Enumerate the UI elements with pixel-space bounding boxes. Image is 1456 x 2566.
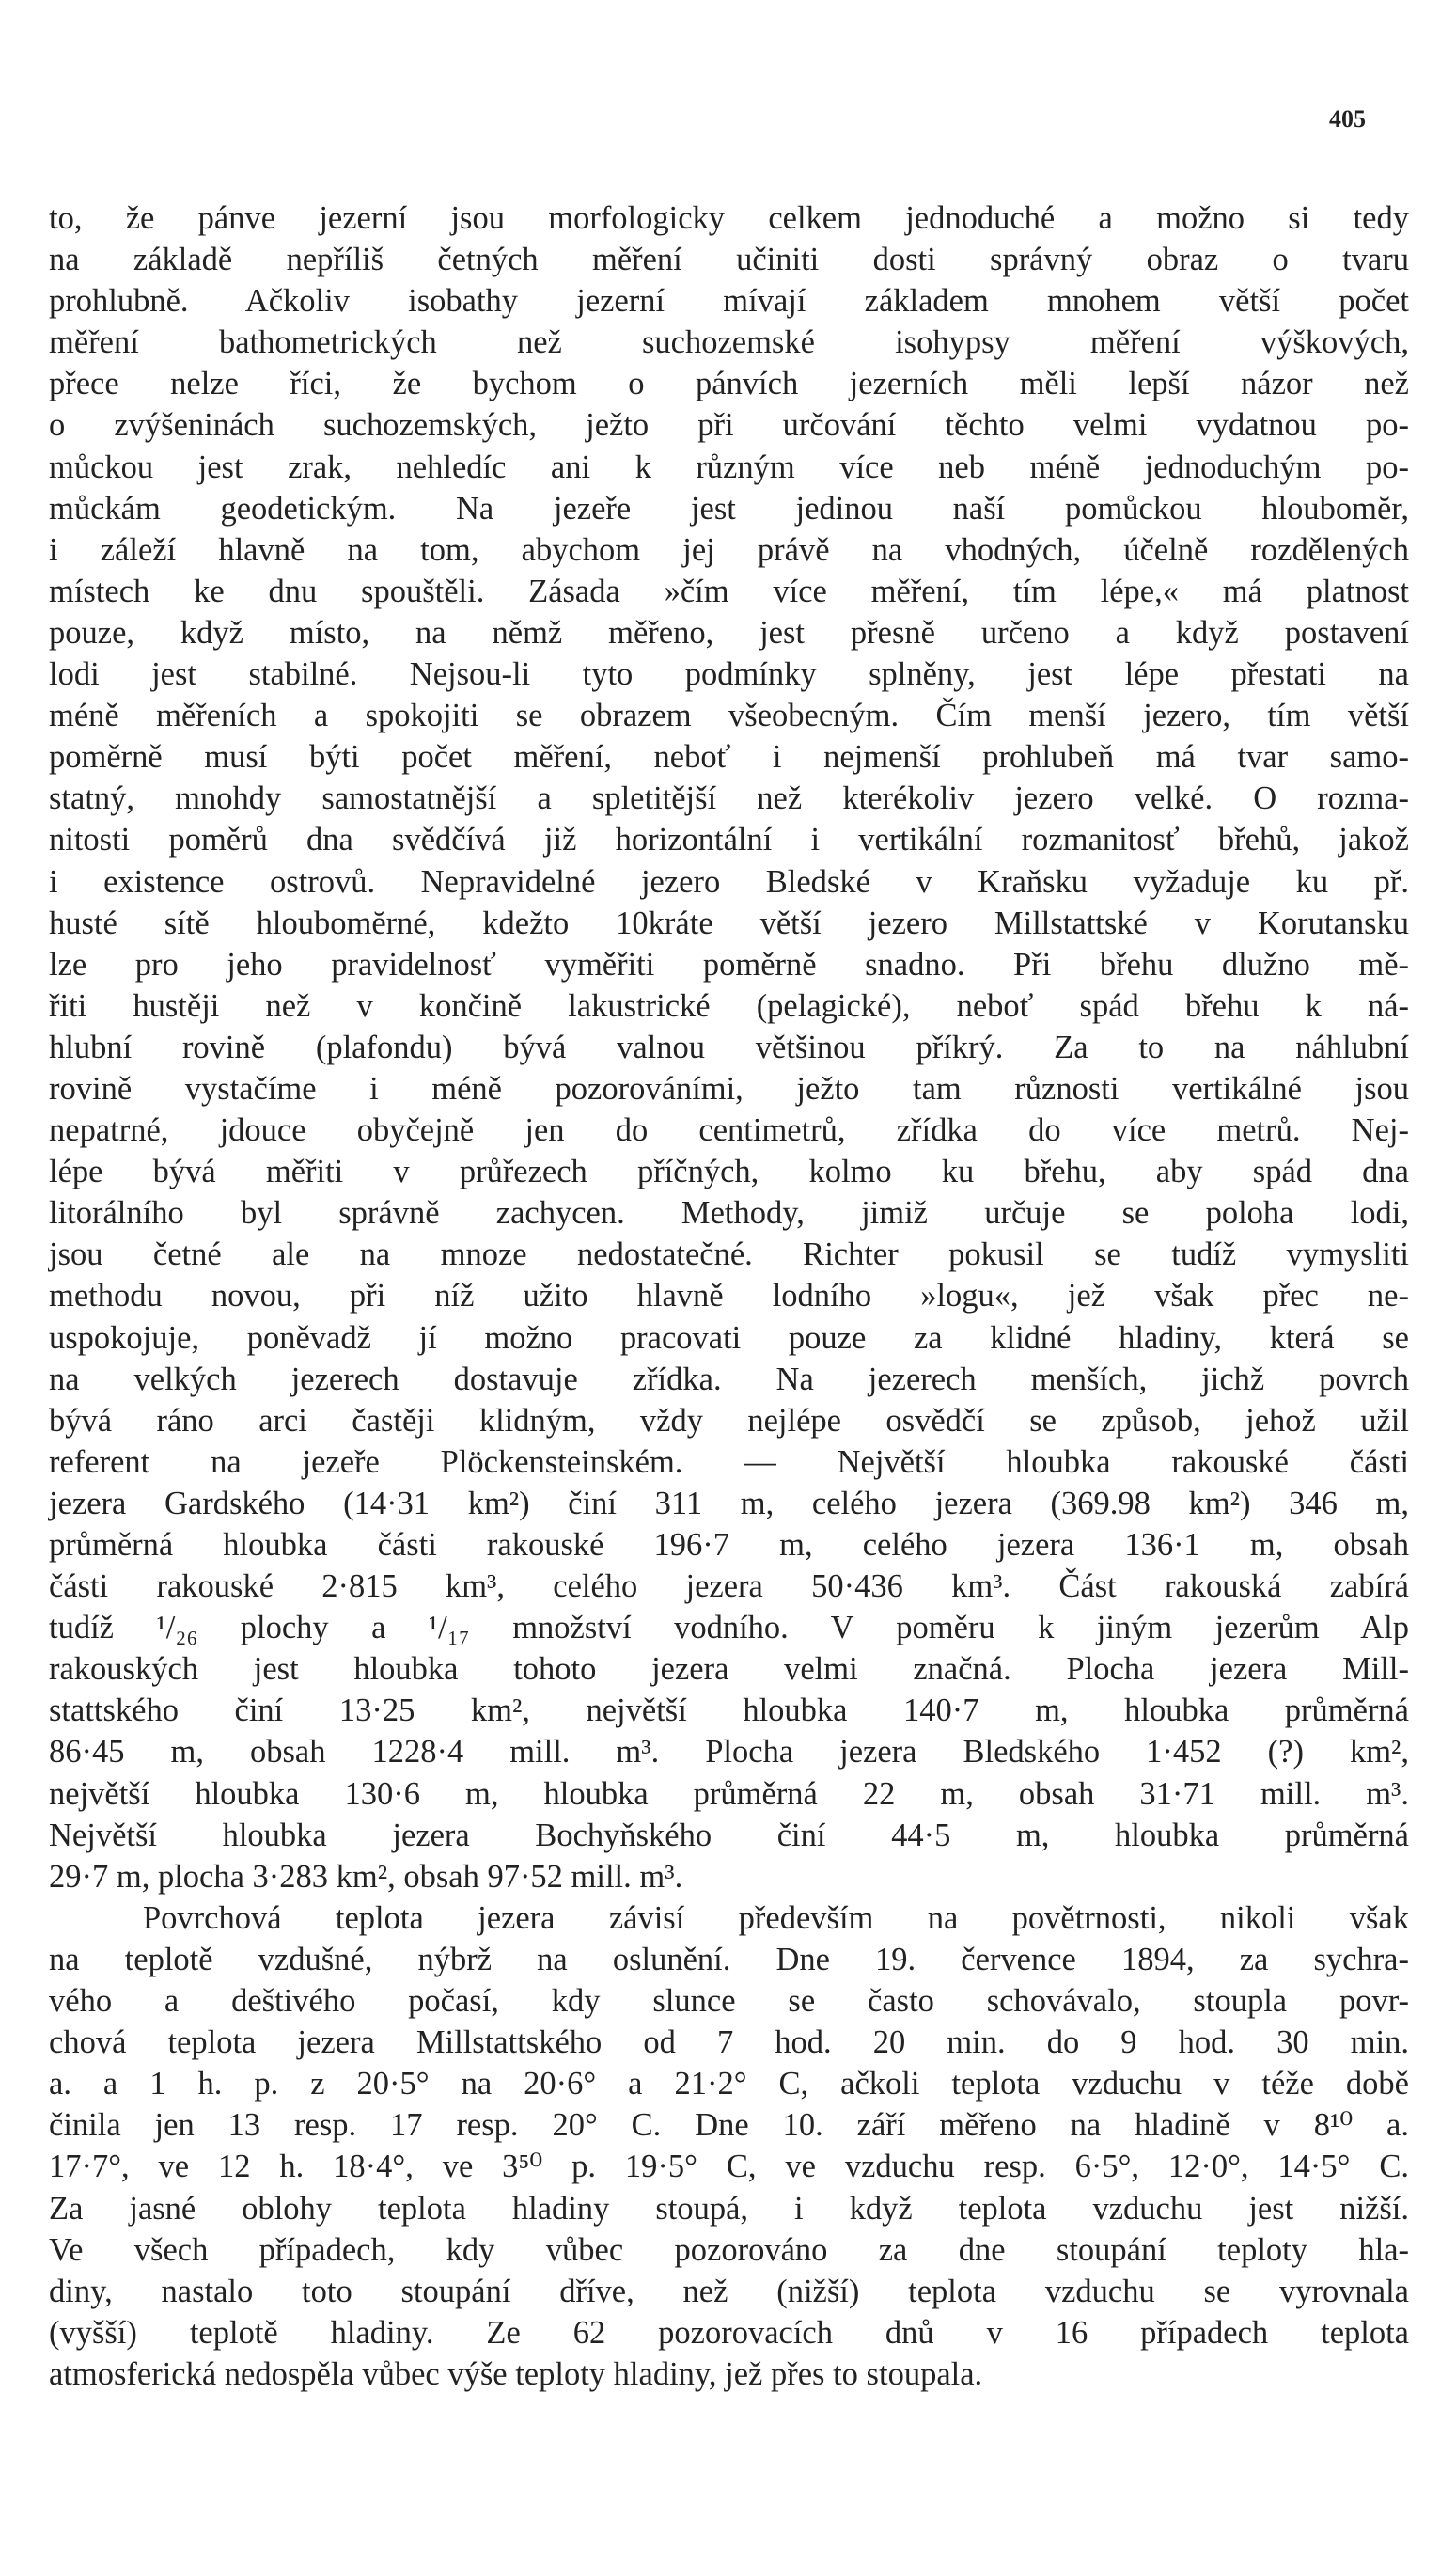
text-line: to, že pánve jezerní jsou morfologicky celkem jednoduché a možno si tedy [49,200,1409,236]
text-line: měření bathometrických než suchozemské isohypsy měření výškových, [49,324,1409,361]
text-line: místech ke dnu spouštěli. Zásada »čím více měření, tím lépe,« má platnost [49,573,1409,609]
text-line: činila jen 13 resp. 17 resp. 20° C. Dne 10. září měřeno na hladině v 8¹⁰ a. [49,2107,1409,2144]
text-line: rovině vystačíme i méně pozorováními, ježto tam různosti vertikálné jsou [49,1070,1409,1107]
text-line: referent na jezeře Plöckensteinském. — Největší hloubka rakouské části [49,1443,1409,1480]
text-line: chová teplota jezera Millstattského od 7 hod. 20 min. do 9 hod. 30 min. [49,2024,1409,2061]
text-line: stattského činí 13·25 km², největší hloubka 140·7 m, hloubka průměrná [49,1692,1409,1729]
text-line: rakouských jest hloubka tohoto jezera velmi značná. Plocha jezera Mill- [49,1651,1409,1688]
body-text [49,197,1409,2395]
text-line: i záleží hlavně na tom, abychom jej právě na vhodných, účelně rozdělených [49,531,1409,568]
text-line: 17·7°, ve 12 h. 18·4°, ve 3⁵⁰ p. 19·5° C, ve vzduchu resp. 6·5°, 12·0°, 14·5° C. [49,2149,1409,2185]
text-line: litorálního byl správně zachycen. Methody, jimiž určuje se poloha lodi, [49,1195,1409,1232]
page-number: 405 [1329,105,1366,133]
text-line: diny, nastalo toto stoupání dříve, než (nižší) teplota vzduchu se vyrovnala [49,2273,1409,2309]
text-line: husté sítě hloubomĕrné, kdežto 10kráte větší jezero Millstattské v Korutansku [49,905,1409,941]
text-line: na teplotě vzdušné, nýbrž na oslunění. Dne 19. července 1894, za sychra- [49,1941,1409,1977]
text-line: na základě nepříliš četných měření učiniti dosti správný obraz o tvaru [49,242,1409,278]
text-line: o zvýšeninách suchozemských, ježto při určování těchto velmi vydatnou po- [49,407,1409,444]
text-line: lépe bývá měřiti v průřezech příčných, kolmo ku břehu, aby spád dna [49,1154,1409,1190]
text-line: uspokojuje, poněvadž jí možno pracovati pouze za klidné hladiny, která se [49,1319,1409,1356]
text-line: jsou četné ale na mnoze nedostatečné. Richter pokusil se tudíž vymysliti [49,1236,1409,1273]
text-line: methodu novou, při níž užito hlavně lodního »logu«, jež však přec ne- [49,1278,1409,1314]
text-line: lodi jest stabilné. Nejsou-li tyto podmínky splněny, jest lépe přestati na [49,656,1409,693]
text-line: méně měřeních a spokojiti se obrazem všeobecným. Čím menší jezero, tím větší [49,698,1409,734]
text-line: části rakouské 2·815 km³, celého jezera 50·436 km³. Část rakouská zabírá [49,1568,1409,1605]
text-line: pouze, když místo, na němž měřeno, jest přesně určeno a když postavení [49,614,1409,651]
text-line: 29·7 m, plocha 3·283 km², obsah 97·52 mill. m³. [49,1858,683,1895]
text-line: Povrchová teplota jezera závisí především na povětrnosti, nikoli však [143,1899,1409,1936]
text-line: 86·45 m, obsah 1228·4 mill. m³. Plocha jezera Bledského 1·452 (?) km², [49,1734,1409,1771]
text-line: hlubní rovině (plafondu) bývá valnou většinou příkrý. Za to na náhlubní [49,1029,1409,1065]
text-line: lze pro jeho pravidelnosť vyměřiti poměrně snadno. Při břehu dlužno mě- [49,946,1409,983]
text-line: Ve všech případech, kdy vůbec pozorováno za dne stoupání teploty hla- [49,2231,1409,2268]
text-line: bývá ráno arci častěji klidným, vždy nejlépe osvědčí se způsob, jehož užil [49,1402,1409,1439]
text-line: statný, mnohdy samostatnější a spletitější než kterékoliv jezero velké. O rozma- [49,780,1409,817]
text-line: vého a deštivého počasí, kdy slunce se často schovávalo, stoupla povr- [49,1983,1409,2020]
text-line: jezera Gardského (14·31 km²) činí 311 m, celého jezera (369.98 km²) 346 m, [49,1485,1409,1521]
text-line: Za jasné oblohy teplota hladiny stoupá, i když teplota vzduchu jest nižší. [49,2190,1409,2227]
text-line: (vyšší) teplotě hladiny. Ze 62 pozorovacích dnů v 16 případech teplota [49,2314,1409,2351]
text-line: tudíž ¹/₂₆ plochy a ¹/₁₇ množství vodního. V poměru k jiným jezerům Alp [49,1610,1409,1646]
text-line: největší hloubka 130·6 m, hloubka průměrná 22 m, obsah 31·71 mill. m³. [49,1775,1409,1812]
text-line: nepatrné, jdouce obyčejně jen do centimetrů, zřídka do více metrů. Nej- [49,1112,1409,1149]
text-line: prohlubně. Ačkoliv isobathy jezerní mívají základem mnohem větší počet [49,283,1409,320]
paragraph-2 [49,1897,1409,2395]
text-line: atmosferická nedospěla vůbec výše teploty hladiny, jež přes to stoupala. [49,2355,983,2392]
text-line: průměrná hloubka části rakouské 196·7 m, celého jezera 136·1 m, obsah [49,1527,1409,1563]
text-line: poměrně musí býti počet měření, neboť i nejmenší prohlubeň má tvar samo- [49,739,1409,776]
text-line: nitosti poměrů dna svědčívá již horizontální i vertikální rozmanitosť břehů, jakož [49,822,1409,858]
text-line: na velkých jezerech dostavuje zřídka. Na jezerech menších, jichž povrch [49,1361,1409,1397]
paragraph-1 [49,197,1409,1897]
text-line: přece nelze říci, že bychom o pánvích jezerních měli lepší názor než [49,366,1409,402]
text-line: i existence ostrovů. Nepravidelné jezero Bledské v Kraňsku vyžaduje ku př. [49,863,1409,900]
text-line: řiti hustěji než v končině lakustrické (pelagické), neboť spád břehu k ná- [49,987,1409,1024]
text-line: Největší hloubka jezera Bochyňského činí 44·5 m, hloubka průměrná [49,1817,1409,1853]
text-line: můckou jest zrak, nehledíc ani k různým více neb méně jednoduchým po- [49,449,1409,485]
text-line: a. a 1 h. p. z 20·5° na 20·6° a 21·2° C, ačkoli teplota vzduchu v téže době [49,2066,1409,2102]
text-line: můckám geodetickým. Na jezeře jest jedinou naší pomůckou hloubomĕr, [49,490,1409,527]
